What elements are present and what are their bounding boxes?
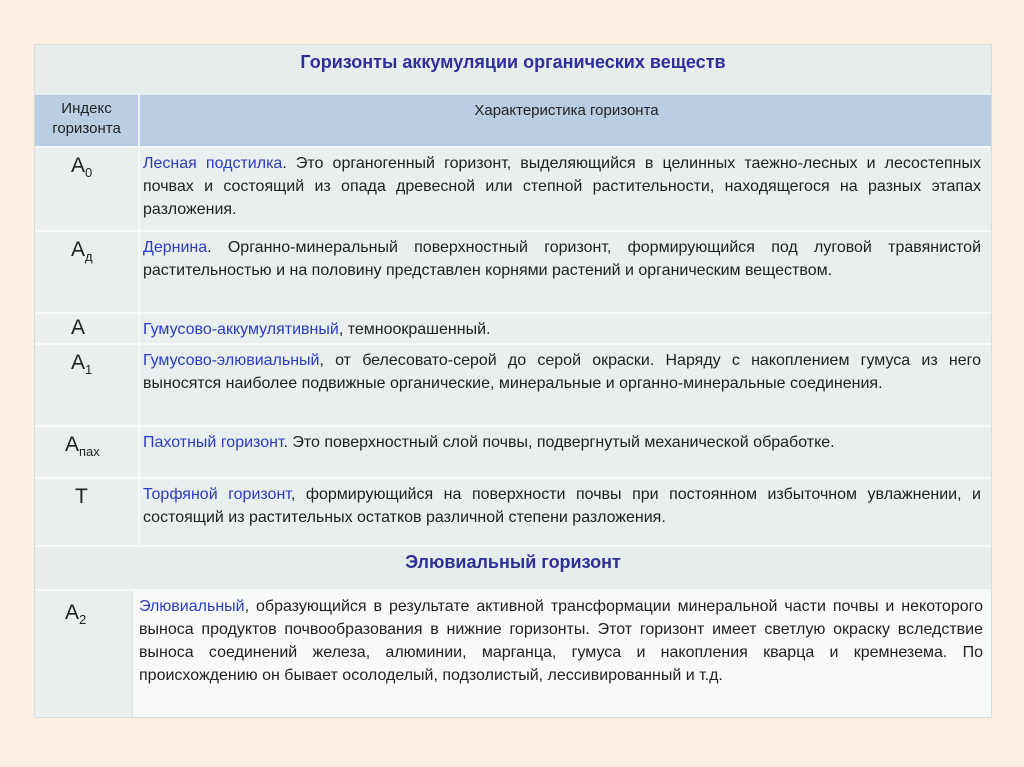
horizon-description: Элювиальный, образующийся в результате активной трансформации минеральной части почвы и некоторого выноса продуктов почвообразования в нижние горизонты. Этот горизонт имеет светлую окраску вследствие выноса соединений железа, алюминии, марганца, гумуса и накопления кварца и кремнезема. По происхождению он бывает осолоделый, подзолистый, лессивированный и т.д. (131, 591, 991, 717)
horizon-index: $А_0$ (35, 148, 140, 230)
horizon-index: $А_{пах}$ (35, 427, 140, 477)
horizon-description: Гумусово-аккумулятивный, темноокрашенный. (143, 321, 491, 338)
horizon-term: Гумусово-аккумулятивный (143, 321, 339, 338)
horizon-term: Торфяной горизонт (143, 486, 291, 503)
horizon-term: Дернина (143, 239, 208, 256)
table-header (35, 95, 991, 146)
horizon-term: Элювиальный (139, 598, 245, 615)
slide (34, 44, 992, 718)
horizon-index: $А_д$ (35, 232, 140, 312)
table-title: Горизонты аккумуляции органических веществ (35, 45, 991, 95)
header-index (35, 95, 140, 146)
horizon-index: $А_1$ (35, 345, 140, 425)
horizon-description: Гумусово-элювиальный, от белесовато-серой до серой окраски. Наряду с накоплением гумуса из него выносятся наиболее подвижные органические, минеральные и органно-минеральные соединения. (143, 352, 981, 392)
table-row (35, 425, 991, 477)
table-row (35, 589, 991, 717)
table-row (35, 343, 991, 425)
horizon-index: Т (35, 479, 140, 545)
horizon-term: Лесная подстилка (143, 155, 283, 172)
section-title: Элювиальный горизонт (35, 545, 991, 589)
table-row (35, 230, 991, 312)
horizon-index: А (35, 314, 140, 343)
horizon-description: Дернина. Органно-минеральный поверхностный горизонт, формирующийся под луговой травянистой растительностью и на половину представлен корнями растений и органическим веществом. (143, 239, 981, 279)
horizon-description: Торфяной горизонт, формирующийся на поверхности почвы при постоянном избыточном увлажнении, и состоящий из растительных остатков различной степени разложения. (143, 486, 981, 526)
horizon-term: Гумусово-элювиальный (143, 352, 320, 369)
table-row (35, 477, 991, 545)
table-row (35, 312, 991, 343)
horizon-term: Пахотный горизонт (143, 434, 284, 451)
header-index-line1: Индекс (61, 100, 112, 117)
horizon-description: Лесная подстилка. Это органогенный горизонт, выделяющийся в целинных таежно-лесных и лесостепных почвах и состоящий из опада древесной или степной растительности, находящегося на разных этапах разложения. (143, 155, 982, 218)
header-characteristic: Характеристика горизонта (474, 102, 659, 119)
horizon-index: $А_2$ (35, 591, 131, 717)
horizon-description: Пахотный горизонт. Это поверхностный слой почвы, подвергнутый механической обработке. (143, 434, 835, 451)
table-row (35, 146, 991, 230)
header-index-line2: горизонта (52, 120, 121, 137)
